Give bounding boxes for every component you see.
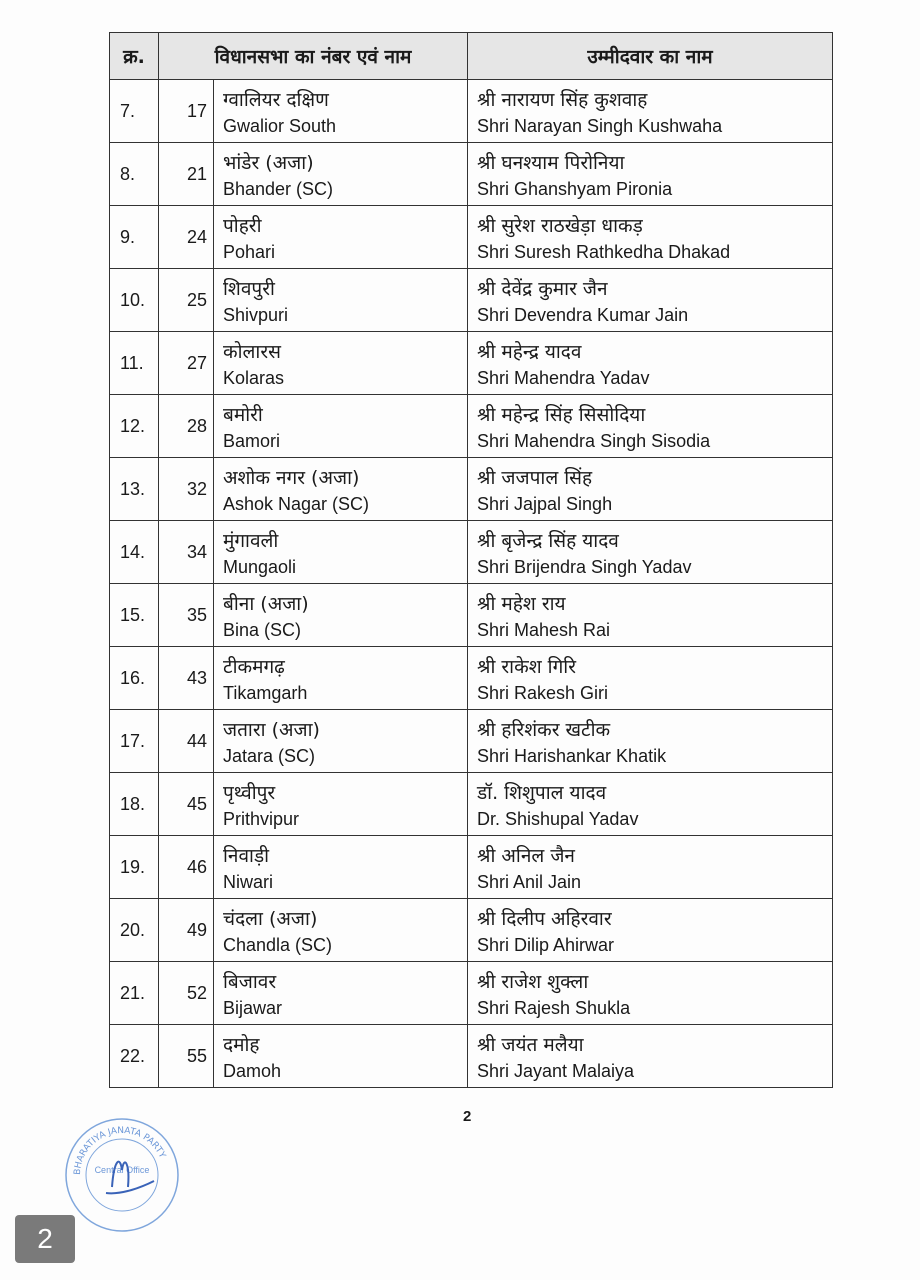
constituency-hindi: निवाड़ी	[223, 845, 270, 867]
constituency-number: 21	[159, 143, 214, 206]
constituency-cell	[214, 143, 468, 206]
candidate-cell	[468, 332, 833, 395]
candidate-hindi: श्री बृजेन्द्र सिंह यादव	[477, 530, 619, 552]
candidate-cell	[468, 836, 833, 899]
serial-cell: 13.	[110, 458, 159, 521]
constituency-number: 52	[159, 962, 214, 1025]
table-row	[110, 710, 833, 773]
candidate-english: Shri Ghanshyam Pironia	[477, 179, 673, 199]
candidate-hindi: डॉ. शिशुपाल यादव	[477, 782, 607, 804]
constituency-english: Prithvipur	[223, 809, 300, 829]
table-row	[110, 647, 833, 710]
constituency-cell	[214, 836, 468, 899]
constituency-number: 44	[159, 710, 214, 773]
serial-cell: 21.	[110, 962, 159, 1025]
constituency-english: Damoh	[223, 1061, 282, 1081]
candidate-cell	[468, 80, 833, 143]
candidate-english: Shri Anil Jain	[477, 872, 582, 892]
header-serial: क्र.	[110, 33, 159, 80]
candidate-cell	[468, 584, 833, 647]
candidate-hindi: श्री हरिशंकर खटीक	[477, 719, 611, 741]
candidate-hindi: श्री जयंत मलैया	[477, 1034, 584, 1056]
constituency-hindi: दमोह	[223, 1034, 260, 1056]
table-row	[110, 773, 833, 836]
serial-cell: 18.	[110, 773, 159, 836]
constituency-english: Bamori	[223, 431, 281, 451]
constituency-hindi: जतारा (अजा)	[223, 719, 320, 741]
serial-cell: 8.	[110, 143, 159, 206]
constituency-english: Kolaras	[223, 368, 285, 388]
serial-cell: 20.	[110, 899, 159, 962]
constituency-hindi: भांडेर (अजा)	[223, 152, 314, 174]
table-row	[110, 206, 833, 269]
constituency-english: Chandla (SC)	[223, 935, 333, 955]
candidate-hindi: श्री राजेश शुक्ला	[477, 971, 589, 993]
constituency-english: Bina (SC)	[223, 620, 302, 640]
constituency-cell	[214, 206, 468, 269]
candidate-cell	[468, 647, 833, 710]
constituency-number: 43	[159, 647, 214, 710]
constituency-hindi: ग्वालियर दक्षिण	[223, 89, 329, 111]
candidate-hindi: श्री सुरेश राठखेड़ा धाकड़	[477, 215, 643, 237]
constituency-english: Bhander (SC)	[223, 179, 334, 199]
svg-text:Central Office: Central Office	[94, 1165, 150, 1175]
header-candidate: उम्मीदवार का नाम	[468, 33, 833, 80]
serial-cell: 9.	[110, 206, 159, 269]
page-number: 2	[463, 1108, 472, 1125]
candidate-english: Shri Narayan Singh Kushwaha	[477, 116, 723, 136]
constituency-cell	[214, 899, 468, 962]
candidate-table	[109, 32, 833, 1088]
serial-cell: 17.	[110, 710, 159, 773]
constituency-cell	[214, 395, 468, 458]
candidate-hindi: श्री घनश्याम पिरोनिया	[477, 152, 625, 174]
candidate-cell	[468, 962, 833, 1025]
constituency-english: Ashok Nagar (SC)	[223, 494, 370, 514]
constituency-number: 45	[159, 773, 214, 836]
candidate-english: Shri Jajpal Singh	[477, 494, 613, 514]
constituency-cell	[214, 710, 468, 773]
serial-cell: 19.	[110, 836, 159, 899]
constituency-number: 24	[159, 206, 214, 269]
table-row	[110, 80, 833, 143]
candidate-english: Shri Harishankar Khatik	[477, 746, 667, 766]
header-constituency: विधानसभा का नंबर एवं नाम	[159, 33, 468, 80]
constituency-hindi: पृथ्वीपुर	[223, 782, 276, 804]
constituency-hindi: कोलारस	[223, 341, 281, 363]
constituency-number: 28	[159, 395, 214, 458]
candidate-english: Shri Dilip Ahirwar	[477, 935, 615, 955]
serial-cell: 22.	[110, 1025, 159, 1088]
constituency-hindi: टीकमगढ़	[223, 656, 285, 678]
constituency-cell	[214, 1025, 468, 1088]
candidate-hindi: श्री देवेंद्र कुमार जैन	[477, 278, 608, 300]
table-row	[110, 521, 833, 584]
constituency-number: 55	[159, 1025, 214, 1088]
constituency-hindi: बीना (अजा)	[223, 593, 309, 615]
table-header	[110, 33, 833, 80]
constituency-cell	[214, 269, 468, 332]
candidate-english: Shri Mahesh Rai	[477, 620, 611, 640]
constituency-hindi: चंदला (अजा)	[223, 908, 318, 930]
candidate-english: Shri Mahendra Yadav	[477, 368, 650, 388]
serial-cell: 15.	[110, 584, 159, 647]
constituency-hindi: शिवपुरी	[223, 278, 275, 300]
candidate-hindi: श्री महेश राय	[477, 593, 566, 615]
candidate-cell	[468, 206, 833, 269]
constituency-number: 27	[159, 332, 214, 395]
constituency-english: Jatara (SC)	[223, 746, 316, 766]
constituency-number: 35	[159, 584, 214, 647]
candidate-hindi: श्री जजपाल सिंह	[477, 467, 593, 489]
constituency-cell	[214, 773, 468, 836]
table-row	[110, 899, 833, 962]
serial-cell: 10.	[110, 269, 159, 332]
constituency-english: Pohari	[223, 242, 276, 262]
constituency-cell	[214, 458, 468, 521]
candidate-english: Shri Rajesh Shukla	[477, 998, 631, 1018]
constituency-hindi: मुंगावली	[223, 530, 279, 552]
table-row	[110, 584, 833, 647]
constituency-cell	[214, 962, 468, 1025]
table-row	[110, 1025, 833, 1088]
constituency-number: 32	[159, 458, 214, 521]
candidate-english: Shri Rakesh Giri	[477, 683, 609, 703]
candidate-cell	[468, 899, 833, 962]
candidate-english: Shri Suresh Rathkedha Dhakad	[477, 242, 731, 262]
constituency-hindi: बिजावर	[223, 971, 277, 993]
constituency-number: 49	[159, 899, 214, 962]
party-stamp	[62, 1115, 182, 1235]
constituency-hindi: अशोक नगर (अजा)	[223, 467, 360, 489]
constituency-cell	[214, 521, 468, 584]
svg-text:BHARATIYA JANATA PARTY: BHARATIYA JANATA PARTY	[72, 1125, 168, 1176]
constituency-hindi: पोहरी	[223, 215, 262, 237]
constituency-english: Tikamgarh	[223, 683, 308, 703]
constituency-number: 34	[159, 521, 214, 584]
constituency-cell	[214, 647, 468, 710]
table-row	[110, 836, 833, 899]
table-row	[110, 332, 833, 395]
serial-cell: 14.	[110, 521, 159, 584]
table-row	[110, 269, 833, 332]
constituency-english: Bijawar	[223, 998, 283, 1018]
serial-cell: 11.	[110, 332, 159, 395]
candidate-hindi: श्री महेन्द्र सिंह सिसोदिया	[477, 404, 646, 426]
serial-cell: 12.	[110, 395, 159, 458]
candidate-english: Shri Brijendra Singh Yadav	[477, 557, 692, 577]
serial-cell: 7.	[110, 80, 159, 143]
constituency-number: 46	[159, 836, 214, 899]
constituency-hindi: बमोरी	[223, 404, 263, 426]
constituency-english: Shivpuri	[223, 305, 289, 325]
candidate-cell	[468, 143, 833, 206]
table-row	[110, 143, 833, 206]
table-row	[110, 962, 833, 1025]
constituency-english: Gwalior South	[223, 116, 337, 136]
candidate-english: Shri Devendra Kumar Jain	[477, 305, 689, 325]
candidate-cell	[468, 521, 833, 584]
candidate-cell	[468, 458, 833, 521]
candidate-english: Shri Mahendra Singh Sisodia	[477, 431, 711, 451]
candidate-cell	[468, 710, 833, 773]
serial-cell: 16.	[110, 647, 159, 710]
candidate-cell	[468, 773, 833, 836]
constituency-cell	[214, 584, 468, 647]
candidate-english: Dr. Shishupal Yadav	[477, 809, 639, 829]
constituency-cell	[214, 80, 468, 143]
constituency-number: 17	[159, 80, 214, 143]
candidate-hindi: श्री महेन्द्र यादव	[477, 341, 582, 363]
page-badge: 2	[15, 1215, 75, 1263]
constituency-number: 25	[159, 269, 214, 332]
constituency-cell	[214, 332, 468, 395]
candidate-hindi: श्री दिलीप अहिरवार	[477, 908, 612, 930]
candidate-cell	[468, 1025, 833, 1088]
candidate-hindi: श्री अनिल जैन	[477, 845, 575, 867]
candidate-english: Shri Jayant Malaiya	[477, 1061, 635, 1081]
table-row	[110, 458, 833, 521]
constituency-english: Mungaoli	[223, 557, 297, 577]
candidate-cell	[468, 395, 833, 458]
candidate-hindi: श्री राकेश गिरि	[477, 656, 576, 678]
table-row	[110, 395, 833, 458]
candidate-hindi: श्री नारायण सिंह कुशवाह	[477, 89, 648, 111]
candidate-cell	[468, 269, 833, 332]
constituency-english: Niwari	[223, 872, 274, 892]
